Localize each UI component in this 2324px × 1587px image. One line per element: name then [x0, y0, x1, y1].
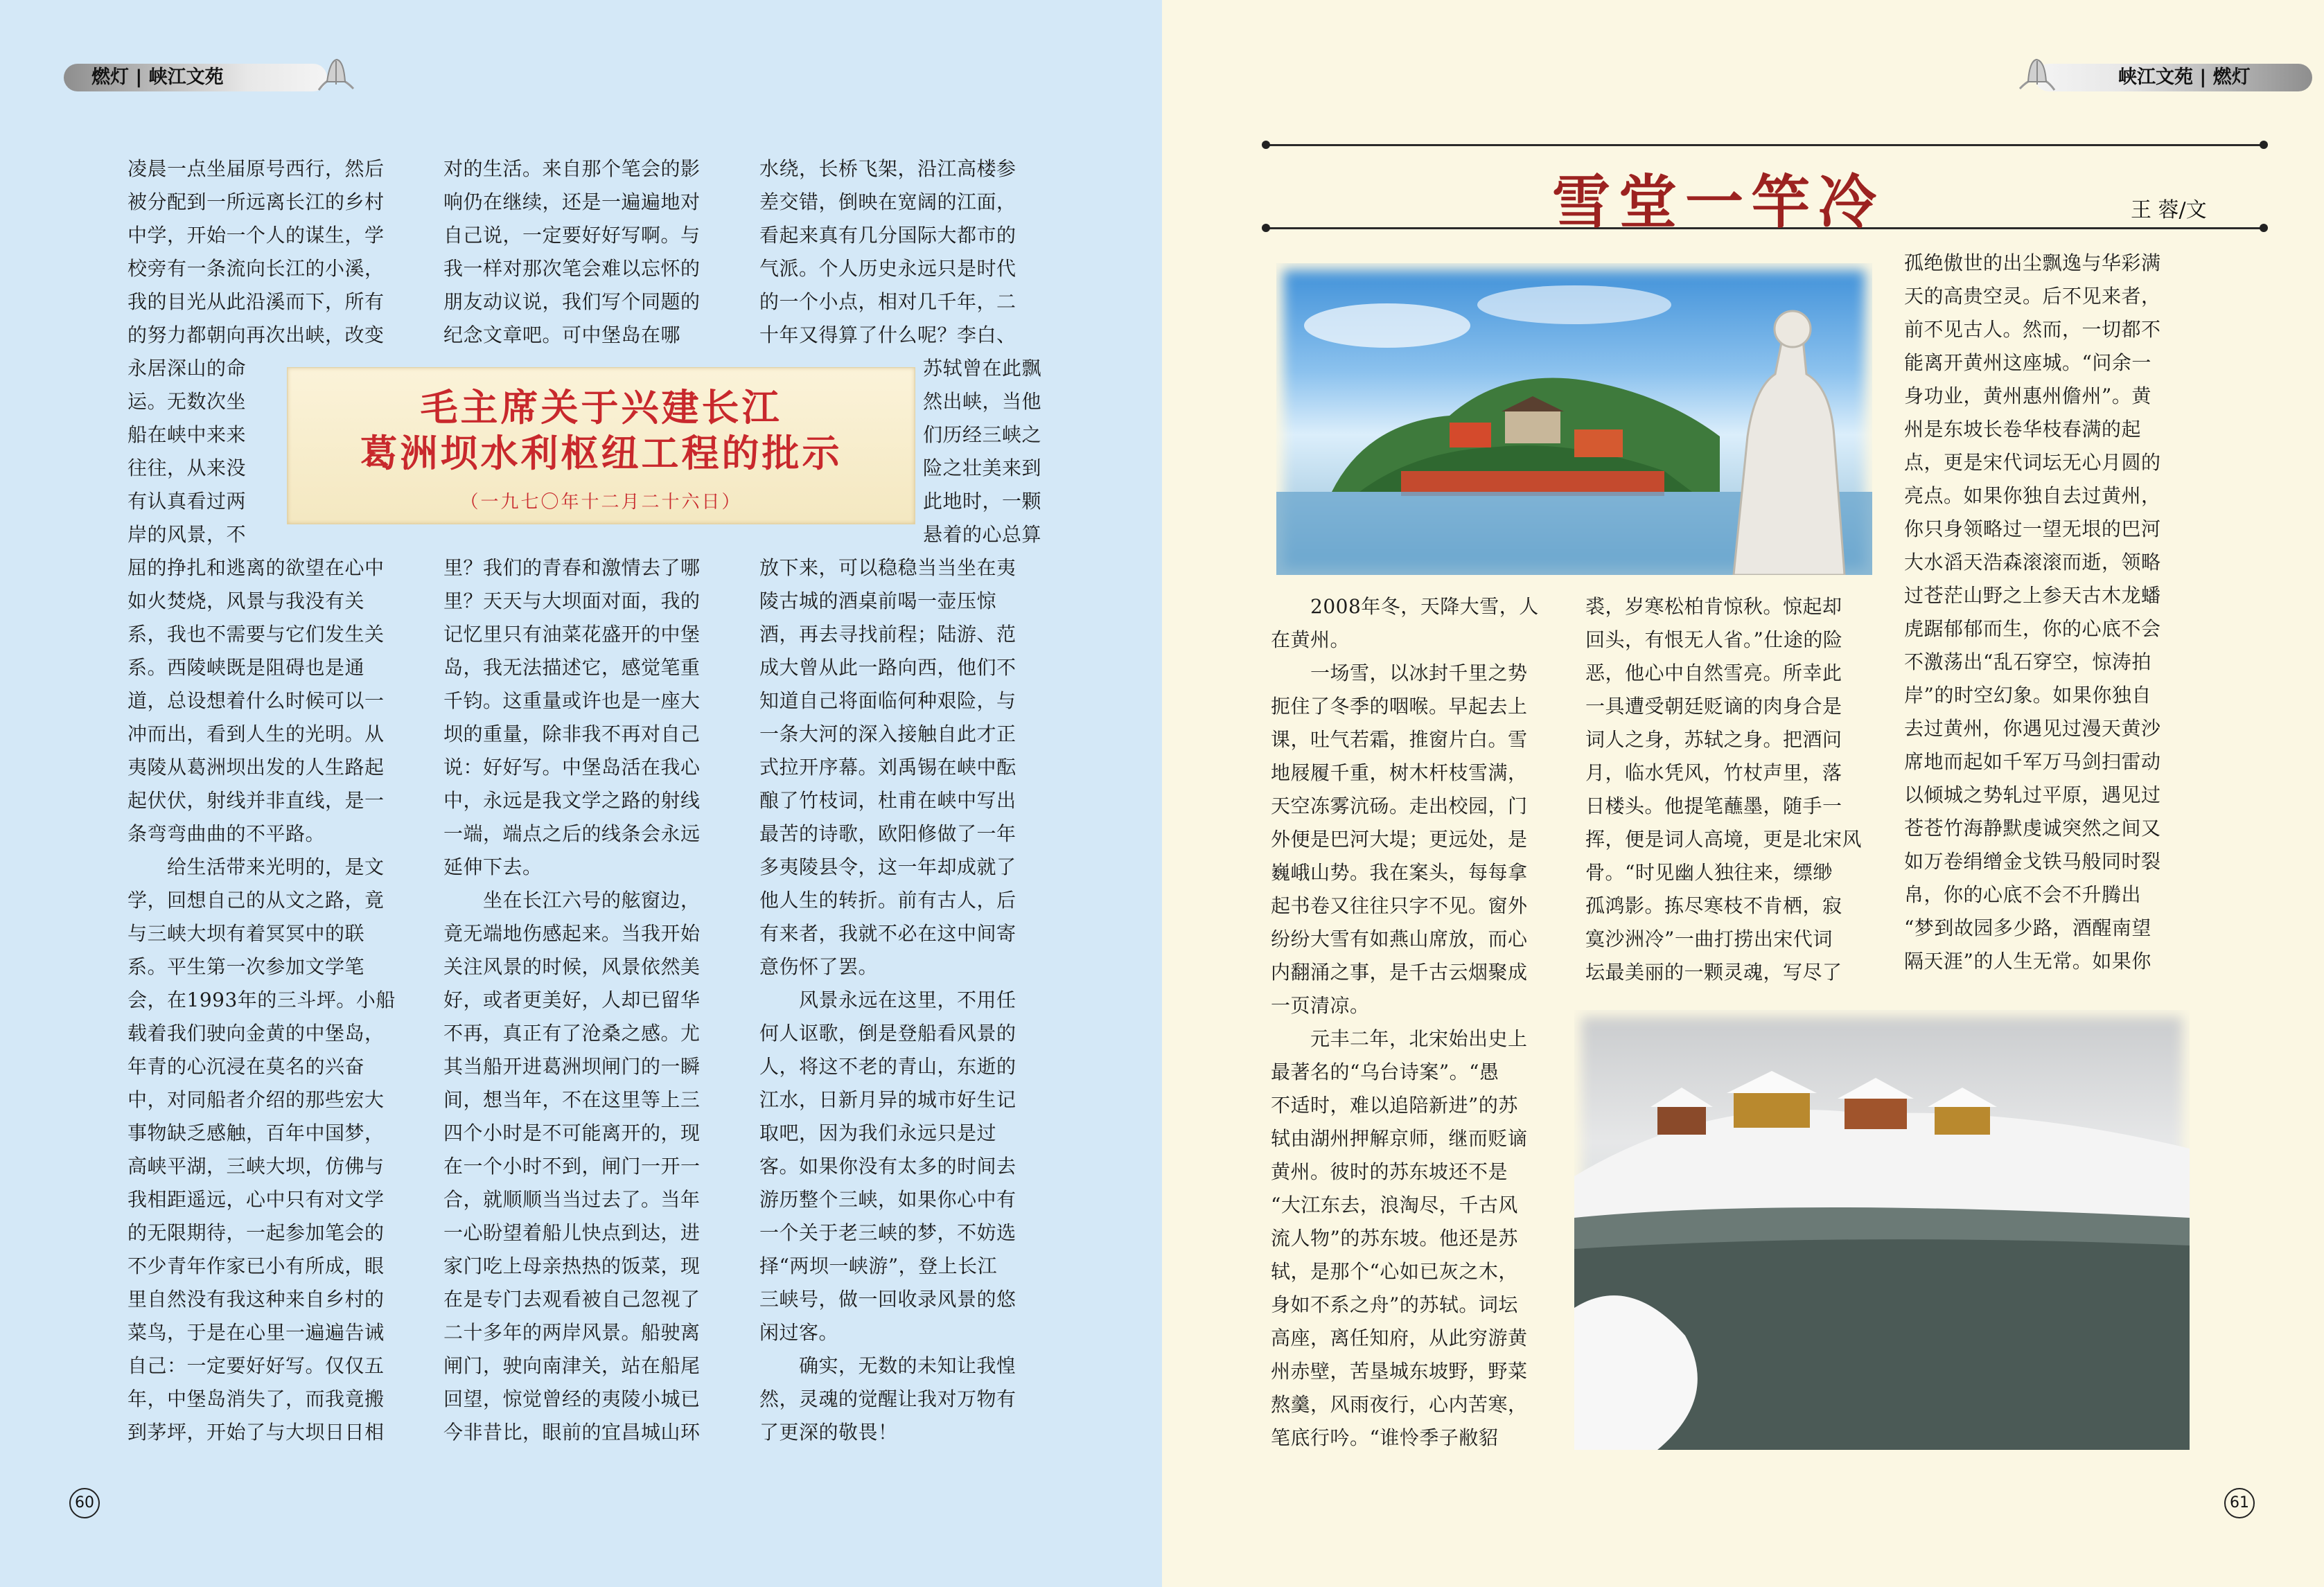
text-line: 不激荡出“乱石穿空，惊涛拍	[1904, 650, 2151, 673]
text-line: 前不见古人。然而，一切都不	[1904, 318, 2161, 341]
text-line: 里？天天与大坝面对面，我的	[443, 589, 701, 612]
text-line: 江水，日新月异的城市好生记	[759, 1088, 1016, 1111]
text-line: 的一个小点，相对几千年，二	[759, 290, 1016, 313]
text-line: 何人讴歌，倒是登船看风景的	[759, 1022, 1016, 1045]
text-line: 中，对同船者介绍的那些宏大	[127, 1088, 385, 1111]
text-line: “大江东去，浪淘尽，千古风	[1271, 1194, 1518, 1216]
text-line: 三峡号，做一回收录风景的悠	[759, 1288, 1016, 1311]
text-line: 说：好好写。中堡岛活在我心	[443, 756, 701, 779]
right-column-1	[1271, 590, 1570, 1455]
notice-image	[287, 367, 915, 524]
text-line: 坝的重量，除非我不再对自己	[443, 722, 701, 745]
text-line: 客。如果你没有太多的时间去	[759, 1155, 1016, 1178]
text-line: 我相距遥远，心中只有对文学	[127, 1188, 385, 1211]
article-byline: 王 蓉/文	[2131, 198, 2207, 222]
text-line: 不少青年作家已小有所成，眼	[127, 1254, 385, 1277]
text-line: 择“两坝一峡游”，登上长江	[759, 1254, 998, 1277]
text-line: 系。西陵峡既是阻碍也是通	[127, 656, 365, 679]
text-line: 内翻涌之事，是千古云烟聚成	[1271, 961, 1528, 984]
text-line: 自己说，一定要好好写啊。与	[443, 224, 701, 247]
text-line: 间，想当年，不在这里等上三	[443, 1088, 701, 1111]
text-line: 骨。“时见幽人独往来，缥缈	[1585, 861, 1833, 884]
text-line: 载着我们驶向金黄的中堡岛，	[127, 1022, 385, 1045]
text-line: 我的目光从此沿溪而下，所有	[127, 290, 385, 313]
text-line: 对的生活。来自那个笔会的影	[443, 157, 701, 180]
text-line: 此地时，一颗	[923, 490, 1042, 513]
text-line: 其当船开进葛洲坝闸门的一瞬	[443, 1055, 701, 1078]
text-line: 夷陵从葛洲坝出发的人生路起	[127, 756, 385, 779]
text-line: 我一样对那次笔会难以忘怀的	[443, 257, 701, 280]
snow-landscape-icon	[1574, 1010, 2190, 1450]
text-line: 孤鸿影。拣尽寒枝不肯栖，寂	[1585, 894, 1842, 917]
text-line: 延伸下去。	[443, 855, 543, 878]
header-label: 燃灯 | 峡江文苑	[91, 67, 224, 88]
text-line: 闲过客。	[759, 1321, 839, 1344]
text-line: 天空冻雾沆砀。走出校园，门	[1271, 795, 1528, 817]
text-line: 州是东坡长卷华枝春满的起	[1904, 418, 2142, 441]
text-line: 坐在长江六号的舷窗边，	[443, 889, 701, 912]
page-header	[64, 54, 327, 97]
text-line: 今非昔比，眼前的宜昌城山环	[443, 1421, 701, 1444]
header-label: 峡江文苑 | 燃灯	[2118, 67, 2251, 88]
text-line: 了更深的敬畏！	[759, 1421, 898, 1444]
left-column-2	[443, 152, 741, 1449]
text-line: 船在峡中来来	[127, 423, 247, 446]
text-line: 外便是巴河大堤；更远处，是	[1271, 828, 1528, 851]
text-line: 一场雪，以冰封千里之势	[1271, 662, 1528, 684]
text-line: 岸”的时空幻象。如果你独自	[1904, 684, 2151, 707]
text-line: 最苦的诗歌，欧阳修做了一年	[759, 822, 1016, 845]
text-line: 你只身领略过一望无垠的巴河	[1904, 517, 2161, 540]
text-line: 记忆里只有油菜花盛开的中堡	[443, 623, 701, 646]
text-line: 身如不系之舟”的苏轼。词坛	[1271, 1293, 1518, 1316]
text-line: 朋友动议说，我们写个同题的	[443, 290, 701, 313]
text-line: 课，吐气若霜，推窗片白。雪	[1271, 728, 1528, 751]
page-header	[2035, 54, 2312, 97]
text-line: 陵古城的酒桌前喝一壶压惊	[759, 589, 997, 612]
page-number: 61	[2224, 1488, 2255, 1518]
text-line: 大水滔天浩森滚滚而逝，领略	[1904, 551, 2161, 574]
text-line: 不再，真正有了沧桑之感。尤	[443, 1022, 701, 1045]
text-line: 去过黄州，你遇见过漫天黄沙	[1904, 717, 2161, 740]
snow-pavilion-photo	[1574, 1010, 2190, 1450]
text-line: 苏轼曾在此飘	[923, 357, 1042, 380]
text-line: 风景永远在这里，不用任	[759, 988, 1016, 1011]
text-line: 事物缺乏感触，百年中国梦，	[127, 1121, 385, 1144]
text-line: 一个关于老三峡的梦，不妨选	[759, 1221, 1016, 1244]
text-line: 二十多年的两岸风景。船驶离	[443, 1321, 701, 1344]
text-line: 十年又得算了什么呢？李白、	[759, 323, 1016, 346]
text-line: 放下来，可以稳稳当当坐在夷	[759, 556, 1016, 579]
text-line: 凌晨一点坐届原号西行，然后	[127, 157, 385, 180]
text-line: 有认真看过两	[127, 490, 247, 513]
text-line: 虎踞郁郁而生，你的心底不会	[1904, 617, 2161, 640]
text-line: 系。平生第一次参加文学笔	[127, 955, 365, 978]
text-line: 家门吃上母亲热热的饭菜，现	[443, 1254, 701, 1277]
text-line: 人，将这不老的青山，东逝的	[759, 1055, 1016, 1078]
text-line: 最著名的“乌台诗案”。“愚	[1271, 1061, 1499, 1083]
text-line: 水绕，长桥飞架，沿江高楼参	[759, 157, 1016, 180]
text-line: 知道自己将面临何种艰险，与	[759, 689, 1016, 712]
text-line: 回头，有恨无人省。”仕途的险	[1585, 628, 1843, 651]
text-line: 被分配到一所远离长江的乡村	[127, 190, 385, 213]
lotus-ornament-icon	[2014, 54, 2060, 96]
text-line: 回望，惊觉曾经的夷陵小城已	[443, 1387, 701, 1410]
text-line: 轼，是那个“心如已灰之木，	[1271, 1260, 1518, 1283]
text-line: 裘，岁寒松柏肯惊秋。惊起却	[1585, 595, 1842, 618]
text-line: 挥，便是词人高境，更是北宋风	[1585, 828, 1863, 851]
text-line: 过苍茫山野之上参天古木龙蟠	[1904, 584, 2161, 607]
text-line: “梦到故园多少路，酒醒南望	[1904, 916, 2151, 939]
text-line: 差交错，倒映在宽阔的江面，	[759, 190, 1016, 213]
text-line: 坛最美丽的一颗灵魂，写尽了	[1585, 961, 1842, 984]
text-line: 一具遭受朝廷贬谪的肉身合是	[1585, 695, 1842, 718]
text-line: 帛，你的心底不会不升腾出	[1904, 883, 2142, 906]
lotus-ornament-icon	[313, 54, 359, 96]
text-line: 身功业，黄州惠州儋州”。黄	[1904, 384, 2151, 407]
text-line: 年青的心沉浸在莫名的兴奋	[127, 1055, 365, 1078]
text-line: 酒，再去寻找前程；陆游、范	[759, 623, 1016, 646]
text-line: 千钧。这重量或许也是一座大	[443, 689, 701, 712]
text-line: 酿了竹枝词，杜甫在峡中写出	[759, 789, 1016, 812]
text-line: 岸的风景，不	[127, 523, 247, 546]
text-line: 日楼头。他提笔蘸墨，随手一	[1585, 795, 1842, 817]
text-line: 里自然没有我这种来自乡村的	[127, 1288, 385, 1311]
text-line: 寞沙洲冷”一曲打捞出宋代词	[1585, 928, 1833, 950]
text-line: 孤绝傲世的出尘飘逸与华彩满	[1904, 251, 2161, 274]
text-line: 如万卷绢缯金戈铁马般同时裂	[1904, 850, 2161, 873]
text-line: 黄州。彼时的苏东坡还不是	[1271, 1160, 1508, 1183]
text-line: 笔底行吟。“谁怜季子敝貂	[1271, 1426, 1499, 1449]
text-line: 在是专门去观看被自己忽视了	[443, 1288, 701, 1311]
statue-landscape-icon	[1276, 263, 1872, 575]
text-line: 响仍在继续，还是一遍遍地对	[443, 190, 701, 213]
text-line: 熬羹，风雨夜行，心内苦寒，	[1271, 1393, 1528, 1416]
text-line: 中学，开始一个人的谋生，学	[127, 224, 385, 247]
text-line: 席地而起如千军万马剑扫雷动	[1904, 750, 2161, 773]
text-line: 年，中堡岛消失了，而我竟搬	[127, 1387, 385, 1410]
text-line: 轼由湖州押解京师，继而贬谪	[1271, 1127, 1528, 1150]
left-column-1	[127, 152, 425, 1449]
left-column-3	[759, 152, 1057, 1449]
text-line: 流人物”的苏东坡。他还是苏	[1271, 1227, 1518, 1250]
huangzhou-statue-photo	[1276, 263, 1872, 575]
text-line: 确实，无数的未知让我惶	[759, 1354, 1016, 1377]
text-line: 意伤怀了罢。	[759, 955, 879, 978]
right-column-3	[1904, 247, 2203, 978]
text-line: 月，临水凭风，竹杖声里，落	[1585, 761, 1842, 784]
text-line: 永居深山的命	[127, 357, 247, 380]
text-line: 自己：一定要好好写。仅仅五	[127, 1354, 385, 1377]
text-line: 险之壮美来到	[923, 456, 1042, 479]
right-column-2	[1585, 590, 1885, 989]
text-line: 他人生的转折。前有古人，后	[759, 889, 1016, 912]
text-line: 多夷陵县令，这一年却成就了	[759, 855, 1016, 878]
text-line: 然，灵魂的觉醒让我对万物有	[759, 1387, 1016, 1410]
text-line: 扼住了冬季的咽喉。早起去上	[1271, 695, 1528, 718]
text-line: 苍苍竹海静默虔诚突然之间又	[1904, 817, 2161, 840]
text-line: 一心盼望着船儿快点到达，进	[443, 1221, 701, 1244]
text-line: 式拉开序幕。刘禹锡在峡中酝	[759, 756, 1016, 779]
text-line: 到茅坪，开始了与大坝日日相	[127, 1421, 385, 1444]
text-line: 起书卷又往往只字不见。窗外	[1271, 894, 1528, 917]
text-line: 一端，端点之后的线条会永远	[443, 822, 701, 845]
article-title: 雪堂一竿冷	[1552, 168, 1885, 236]
text-line: 们历经三峡之	[923, 423, 1042, 446]
text-line: 与三峡大坝有着冥冥中的联	[127, 922, 365, 945]
notice-date: （一九七〇年十二月二十六日）	[460, 492, 742, 513]
text-line: 在一个小时不到，闸门一开一	[443, 1155, 701, 1178]
text-line: 巍峨山势。我在案头，每每拿	[1271, 861, 1528, 884]
text-line: 的无限期待，一起参加笔会的	[127, 1221, 385, 1244]
text-line: 以倾城之势轧过平原，遇见过	[1904, 783, 2161, 806]
text-line: 四个小时是不可能离开的，现	[443, 1121, 701, 1144]
text-line: 恶，他心中自然雪亮。所幸此	[1585, 662, 1842, 684]
text-line: 中，永远是我文学之路的射线	[443, 789, 701, 812]
text-line: 给生活带来光明的，是文	[127, 855, 385, 878]
text-line: 里？我们的青春和激情去了哪	[443, 556, 701, 579]
text-line: 成大曾从此一路向西，他们不	[759, 656, 1016, 679]
text-line: 不适时，难以追陪新进”的苏	[1271, 1094, 1518, 1117]
notice-line-2: 葛洲坝水利枢纽工程的批示	[360, 432, 843, 475]
text-line: 有来者，我就不必在这中间寄	[759, 922, 1016, 945]
text-line: 往往，从来没	[127, 456, 247, 479]
text-line: 条弯弯曲曲的不平路。	[127, 822, 326, 845]
text-line: 纷纷大雪有如燕山席放，而心	[1271, 928, 1528, 950]
text-line: 高峡平湖，三峡大坝，仿佛与	[127, 1155, 385, 1178]
page-number: 60	[69, 1488, 100, 1518]
text-line: 气派。个人历史永远只是时代	[759, 257, 1016, 280]
text-line: 的努力都朝向再次出峡，改变	[127, 323, 385, 346]
text-line: 看起来真有几分国际大都市的	[759, 224, 1016, 247]
text-line: 天的高贵空灵。后不见来者，	[1904, 285, 2161, 308]
text-line: 能离开黄州这座城。“问余一	[1904, 351, 2151, 374]
text-line: 一条大河的深入接触自此才正	[759, 722, 1016, 745]
text-line: 竟无端地伤感起来。当我开始	[443, 922, 701, 945]
text-line: 游历整个三峡，如果你心中有	[759, 1188, 1016, 1211]
text-line: 学，回想自己的从文之路，竟	[127, 889, 385, 912]
text-line: 菜鸟，于是在心里一遍遍告诫	[127, 1321, 385, 1344]
text-line: 词人之身，苏轼之身。把酒问	[1585, 728, 1842, 751]
text-line: 纪念文章吧。可中堡岛在哪	[443, 323, 681, 346]
text-line: 校旁有一条流向长江的小溪，	[127, 257, 385, 280]
text-line: 如火焚烧，风景与我没有关	[127, 589, 365, 612]
text-line: 取吧，因为我们永远只是过	[759, 1121, 997, 1144]
text-line: 隔天涯”的人生无常。如果你	[1904, 950, 2151, 973]
text-line: 运。无数次坐	[127, 390, 247, 413]
text-line: 地屐履千重，树木杆枝雪满，	[1271, 761, 1528, 784]
text-line: 合，就顺顺当当过去了。当年	[443, 1188, 701, 1211]
text-line: 好，或者更美好，人却已留华	[443, 988, 701, 1011]
text-line: 悬着的心总算	[923, 523, 1042, 546]
title-rule-top	[1266, 144, 2264, 146]
text-line: 亮点。如果你独自去过黄州，	[1904, 484, 2161, 507]
text-line: 岛，我无法描述它，感觉笔重	[443, 656, 701, 679]
text-line: 在黄州。	[1271, 628, 1350, 651]
text-line: 一页清凉。	[1271, 994, 1370, 1017]
text-line: 州赤壁，苦垦城东坡野，野菜	[1271, 1360, 1528, 1383]
text-line: 2008年冬，天降大雪，人	[1271, 595, 1539, 618]
notice-line-1: 毛主席关于兴建长江	[420, 386, 782, 429]
text-line: 元丰二年，北宋始出史上	[1271, 1027, 1528, 1050]
text-line: 会，在1993年的三斗坪。小船	[127, 988, 396, 1011]
text-line: 闸门，驶向南津关，站在船尾	[443, 1354, 701, 1377]
text-line: 关注风景的时候，风景依然美	[443, 955, 701, 978]
text-line: 冲而出，看到人生的光明。从	[127, 722, 385, 745]
text-line: 起伏伏，射线并非直线，是一	[127, 789, 385, 812]
text-line: 屈的挣扎和逃离的欲望在心中	[127, 556, 385, 579]
text-line: 道，总设想着什么时候可以一	[127, 689, 385, 712]
text-line: 点，更是宋代词坛无心月圆的	[1904, 451, 2161, 474]
text-line: 然出峡，当他	[923, 390, 1042, 413]
text-line: 系，我也不需要与它们发生关	[127, 623, 385, 646]
text-line: 高座，离任知府，从此穷游黄	[1271, 1327, 1528, 1349]
